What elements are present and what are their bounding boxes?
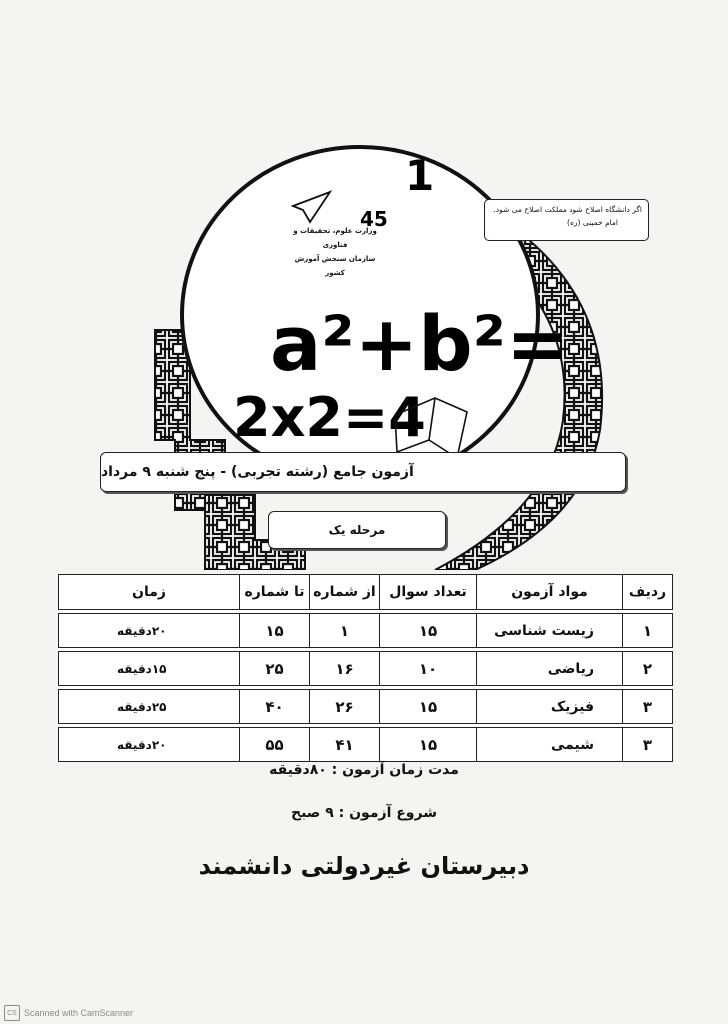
from-number-cell: ۲۶	[310, 690, 380, 724]
subject-cell: شیمی	[477, 728, 623, 762]
ministry-line-1: وزارت علوم، تحقیقات و فناوری	[293, 227, 377, 249]
math-digit: 1	[405, 151, 435, 200]
row-number: ۲	[623, 652, 673, 686]
ministry-caption	[290, 224, 380, 280]
table-header-row	[59, 575, 673, 610]
table-row	[59, 652, 673, 686]
table-row	[59, 690, 673, 724]
row-number: ۳	[623, 690, 673, 724]
math-formula-2: 2x2=4	[233, 386, 426, 449]
table-row	[59, 728, 673, 762]
school-name: دبیرستان غیردولتی دانشمند	[198, 852, 530, 880]
exam-schedule-table	[58, 574, 673, 762]
to-number-cell: ۵۵	[240, 728, 310, 762]
table-row	[59, 614, 673, 648]
watermark-text: Scanned with CamScanner	[24, 1008, 134, 1018]
time-cell: ۲۵دقیقه	[59, 690, 240, 724]
subject-cell: ریاضی	[477, 652, 623, 686]
time-cell: ۱۵دقیقه	[59, 652, 240, 686]
header-time: زمان	[59, 575, 240, 610]
camscanner-icon: CS	[4, 1005, 20, 1021]
time-cell: ۲۰دقیقه	[59, 728, 240, 762]
header-subject: مواد آزمون	[477, 575, 623, 610]
question-count-cell: ۱۵	[380, 728, 477, 762]
row-number: ۳	[623, 728, 673, 762]
from-number-cell: ۱۶	[310, 652, 380, 686]
header-to-number: تا شماره	[240, 575, 310, 610]
header-row-number: ردیف	[623, 575, 673, 610]
math-formula: a²+b²=	[270, 299, 570, 388]
ministry-line-2: سازمان سنجش آموزش کشور	[294, 255, 376, 277]
row-number: ۱	[623, 614, 673, 648]
from-number-cell: ۴۱	[310, 728, 380, 762]
to-number-cell: ۲۵	[240, 652, 310, 686]
to-number-cell: ۴۰	[240, 690, 310, 724]
math-number: 45	[360, 207, 388, 231]
subject-cell: فیزیک	[477, 690, 623, 724]
quote-author: امام خمینی (ره)	[567, 218, 618, 227]
to-number-cell: ۱۵	[240, 614, 310, 648]
scanner-watermark	[4, 1005, 133, 1021]
exam-duration: مدت زمان آزمون : ۸۰دقیقه	[269, 762, 459, 778]
header-from-number: از شماره	[310, 575, 380, 610]
question-count-cell: ۱۵	[380, 614, 477, 648]
header-question-count: تعداد سوال	[380, 575, 477, 610]
question-count-cell: ۱۵	[380, 690, 477, 724]
subject-cell: زیست شناسی	[477, 614, 623, 648]
exam-title: آزمون جامع (رشته تجربی) - پنج شنبه ۹ مرداد	[101, 464, 414, 480]
exam-start-time: شروع آزمون : ۹ صبح	[291, 805, 437, 821]
quote-text: اگر دانشگاه اصلاح شود مملکت اصلاح می شود.	[493, 205, 642, 214]
stage-label: مرحله یک	[328, 523, 386, 537]
from-number-cell: ۱	[310, 614, 380, 648]
question-count-cell: ۱۰	[380, 652, 477, 686]
stage-box	[268, 511, 446, 549]
exam-title-banner	[100, 452, 626, 492]
quote-box	[484, 199, 649, 241]
time-cell: ۲۰دقیقه	[59, 614, 240, 648]
